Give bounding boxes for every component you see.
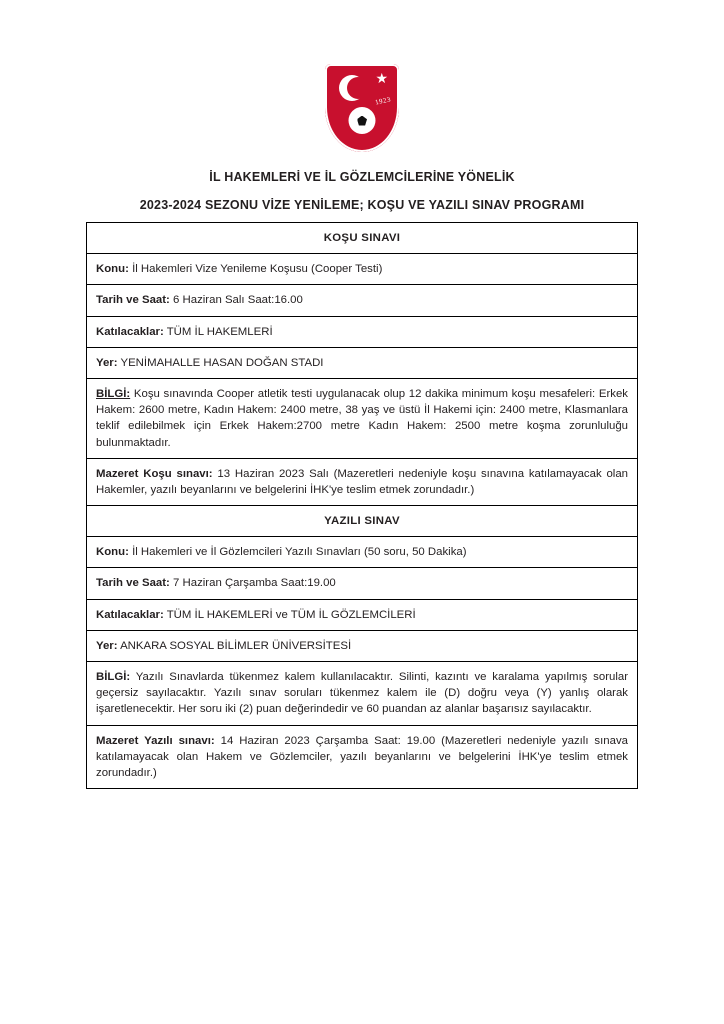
table-cell: [87, 599, 638, 630]
table-cell: [87, 537, 638, 568]
row-label: Mazeret Koşu sınavı:: [96, 467, 213, 480]
table-cell: [87, 662, 638, 726]
crescent-icon: [339, 75, 365, 101]
row-label: Tarih ve Saat:: [96, 577, 170, 590]
section-heading: YAZILI SINAV: [87, 506, 638, 537]
title-line-2: 2023-2024 SEZONU VİZE YENİLEME; KOŞU VE YAZILI SINAV PROGRAMI: [139, 198, 585, 212]
row-text: İl Hakemleri Vize Yenileme Koşusu (Cooper Testi): [128, 263, 383, 276]
row-label: Katılacaklar:: [96, 325, 164, 338]
row-label: Katılacaklar:: [96, 608, 164, 621]
table-row: [87, 316, 638, 347]
table-row: [87, 630, 638, 661]
row-label: BİLGİ:: [96, 387, 131, 400]
row-text: 6 Haziran Salı Saat:16.00: [169, 294, 303, 307]
table-cell: [87, 316, 638, 347]
table-cell: [87, 285, 638, 316]
table-row: [87, 506, 638, 537]
table-row: [87, 254, 638, 285]
row-text: TÜM İL HAKEMLERİ: [163, 325, 273, 338]
page-title: [86, 170, 638, 212]
table-row: [87, 599, 638, 630]
table-row: [87, 378, 638, 458]
table-row: [87, 458, 638, 505]
star-icon: ★: [375, 72, 388, 87]
row-text: 14 Haziran 2023 Çarşamba Saat: 19.00 (Mazeretleri nedeniyle yazılı sınava katılamayacak olan Hakem ve Gözlemciler, yazılı beyanlarını ve belgelerini İHK'ye teslim etmek zorundadır.): [96, 734, 628, 779]
table-row: [87, 223, 638, 254]
table-row: [87, 662, 638, 726]
logo-container: [86, 64, 638, 152]
row-text: 13 Haziran 2023 Salı (Mazeretleri nedeniyle koşu sınavına katılamayacak olan Hakemler, yazılı beyanlarını ve belgelerini İHK'ye teslim etmek zorundadır.): [96, 467, 628, 496]
table-row: [87, 537, 638, 568]
title-line-1: İL HAKEMLERİ VE İL GÖZLEMCİLERİNE YÖNELİK: [209, 170, 515, 184]
table-cell: [87, 725, 638, 789]
table-cell: [87, 568, 638, 599]
row-text: Yazılı Sınavlarda tükenmez kalem kullanılacaktır. Silinti, kazıntı ve karalama yapılmış sorular geçersiz sayılacaktır. Yazılı sınav soruları tükenmez kalem ile (D) doğru veya (Y) yanlış olarak işaretlenecektir. Her soru iki (2) puan değerindedir ve 60 puandan az alanlar başarısız sayılacaktır.: [96, 671, 628, 716]
row-text: TÜM İL HAKEMLERİ ve TÜM İL GÖZLEMCİLERİ: [163, 608, 416, 621]
row-text: Koşu sınavında Cooper atletik testi uygulanacak olup 12 dakika minimum koşu mesafeleri: Erkek Hakem: 2600 metre, Kadın Hakem: 2400 metre, 38 yaş ve üstü İl Hakemi için: 2400 metre, Klasmanlara teklif edilebilmek için Erkek Hakem:2700 metre Kadın Hakem: 2500 metre koşma zorunluluğu bulunmaktadır.: [96, 387, 628, 449]
row-label: Konu:: [96, 263, 129, 276]
section-heading: KOŞU SINAVI: [87, 223, 638, 254]
table-row: [87, 725, 638, 789]
table-cell: [87, 347, 638, 378]
row-label: Konu:: [96, 546, 129, 559]
table-cell: [87, 254, 638, 285]
table-cell: [87, 458, 638, 505]
row-label: Yer:: [96, 639, 118, 652]
table-body: [87, 223, 638, 789]
table-row: [87, 285, 638, 316]
table-row: [87, 568, 638, 599]
table-row: [87, 347, 638, 378]
row-label: Yer:: [96, 356, 118, 369]
crest-year-label: 1923: [374, 95, 392, 107]
row-text: ANKARA SOSYAL BİLİMLER ÜNİVERSİTESİ: [117, 639, 352, 652]
row-text: İl Hakemleri ve İl Gözlemcileri Yazılı Sınavları (50 soru, 50 Dakika): [128, 546, 467, 559]
football-icon: [349, 107, 376, 134]
table-cell: [87, 630, 638, 661]
row-label: Mazeret Yazılı sınavı:: [96, 734, 215, 747]
row-label: Tarih ve Saat:: [96, 294, 170, 307]
tff-crest-icon: [325, 64, 399, 152]
row-label: BİLGİ:: [96, 671, 131, 683]
table-cell: [87, 378, 638, 458]
exam-program-table: [86, 222, 638, 789]
row-text: YENİMAHALLE HASAN DOĞAN STADI: [117, 356, 324, 369]
row-text: 7 Haziran Çarşamba Saat:19.00: [169, 577, 336, 590]
